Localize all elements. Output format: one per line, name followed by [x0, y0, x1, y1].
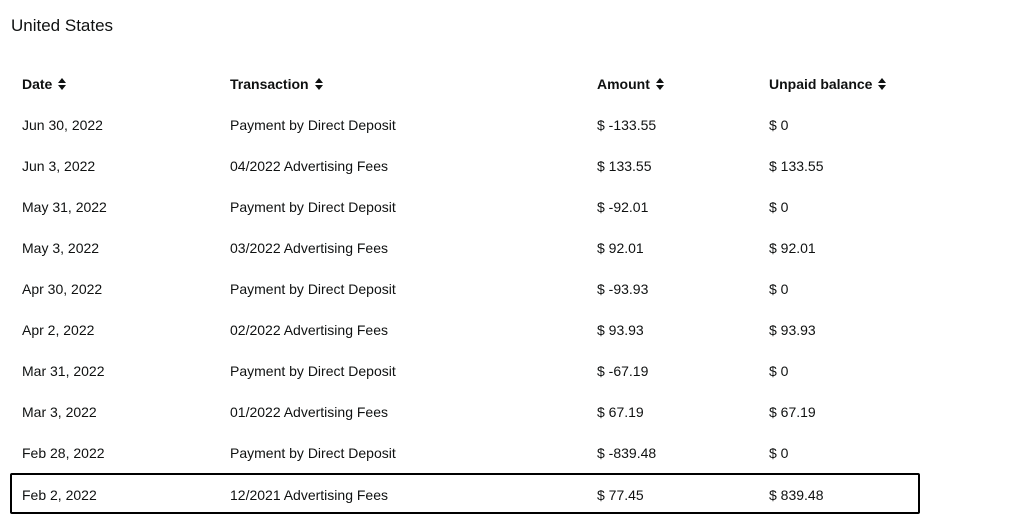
- table-row: [10, 104, 920, 145]
- cell-unpaid-balance: $ 0: [769, 362, 789, 379]
- table-row: [10, 309, 920, 350]
- cell-date: Mar 31, 2022: [22, 362, 105, 379]
- cell-unpaid-balance: $ 93.93: [769, 321, 816, 338]
- cell-date: Jun 30, 2022: [22, 116, 103, 133]
- column-header-date-label[interactable]: Date: [22, 76, 53, 92]
- column-header-unpaid-balance-label[interactable]: Unpaid balance: [769, 76, 873, 92]
- cell-amount: $ 92.01: [597, 239, 644, 256]
- sort-icon[interactable]: [315, 78, 323, 90]
- column-header-unpaid-balance[interactable]: [769, 64, 886, 104]
- cell-amount: $ 133.55: [597, 157, 652, 174]
- cell-amount: $ 67.19: [597, 403, 644, 420]
- cell-transaction: 12/2021 Advertising Fees: [230, 486, 388, 503]
- table-row: [10, 268, 920, 309]
- sort-icon[interactable]: [58, 78, 66, 90]
- table-row: [10, 391, 920, 432]
- column-header-transaction-label[interactable]: Transaction: [230, 76, 309, 92]
- transactions-table: [10, 64, 920, 514]
- cell-transaction: Payment by Direct Deposit: [230, 198, 396, 215]
- cell-transaction: Payment by Direct Deposit: [230, 444, 396, 461]
- cell-transaction: Payment by Direct Deposit: [230, 116, 396, 133]
- page-title: United States: [11, 16, 114, 35]
- cell-date: Apr 2, 2022: [22, 321, 95, 338]
- cell-transaction: 04/2022 Advertising Fees: [230, 157, 388, 174]
- cell-amount: $ 93.93: [597, 321, 644, 338]
- column-header-transaction[interactable]: [230, 64, 323, 104]
- cell-unpaid-balance: $ 133.55: [769, 157, 824, 174]
- cell-unpaid-balance: $ 67.19: [769, 403, 816, 420]
- cell-unpaid-balance: $ 0: [769, 444, 789, 461]
- table-row-highlighted: [10, 473, 920, 514]
- cell-amount: $ -67.19: [597, 362, 649, 379]
- table-row: [10, 432, 920, 473]
- cell-amount: $ -839.48: [597, 444, 657, 461]
- cell-transaction: Payment by Direct Deposit: [230, 280, 396, 297]
- cell-transaction: 03/2022 Advertising Fees: [230, 239, 388, 256]
- column-header-date[interactable]: [22, 64, 66, 104]
- sort-icon[interactable]: [656, 78, 664, 90]
- cell-date: Jun 3, 2022: [22, 157, 96, 174]
- table-row: [10, 186, 920, 227]
- sort-icon[interactable]: [878, 78, 886, 90]
- cell-unpaid-balance: $ 92.01: [769, 239, 816, 256]
- cell-amount: $ -133.55: [597, 116, 657, 133]
- table-row: [10, 227, 920, 268]
- cell-unpaid-balance: $ 0: [769, 198, 789, 215]
- cell-amount: $ -92.01: [597, 198, 649, 215]
- cell-amount: $ 77.45: [597, 486, 644, 503]
- cell-date: Feb 2, 2022: [22, 486, 97, 503]
- cell-date: May 3, 2022: [22, 239, 100, 256]
- table-row: [10, 350, 920, 391]
- table-row: [10, 145, 920, 186]
- cell-transaction: 02/2022 Advertising Fees: [230, 321, 388, 338]
- column-header-amount[interactable]: [597, 64, 664, 104]
- cell-unpaid-balance: $ 0: [769, 280, 789, 297]
- cell-date: Apr 30, 2022: [22, 280, 103, 297]
- cell-date: May 31, 2022: [22, 198, 107, 215]
- cell-unpaid-balance: $ 839.48: [769, 486, 824, 503]
- cell-date: Feb 28, 2022: [22, 444, 105, 461]
- table-header: [10, 64, 920, 104]
- cell-amount: $ -93.93: [597, 280, 649, 297]
- cell-transaction: Payment by Direct Deposit: [230, 362, 396, 379]
- cell-date: Mar 3, 2022: [22, 403, 97, 420]
- cell-transaction: 01/2022 Advertising Fees: [230, 403, 388, 420]
- cell-unpaid-balance: $ 0: [769, 116, 789, 133]
- column-header-amount-label[interactable]: Amount: [597, 76, 650, 92]
